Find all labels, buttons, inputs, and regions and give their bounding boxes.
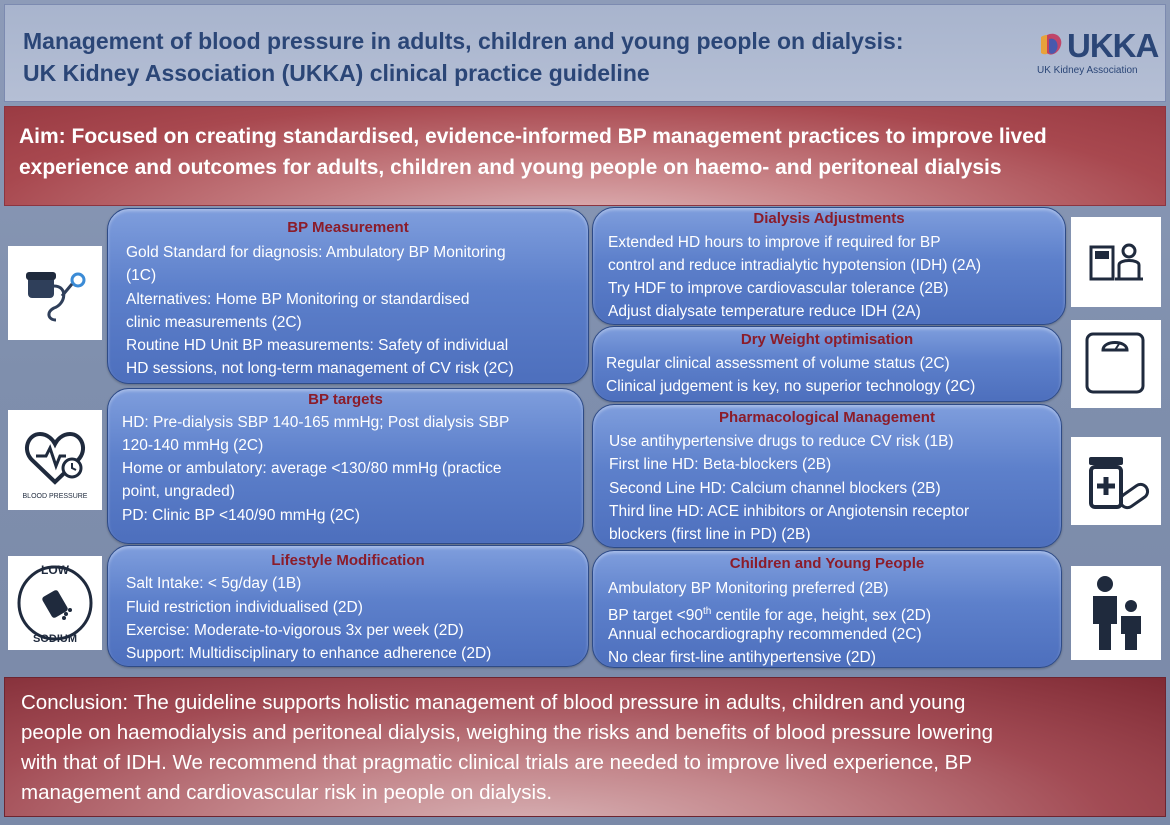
conclusion-line: people on haemodialysis and peritoneal dialysis, weighing the risks and benefits of blood pressure lowering	[21, 721, 994, 744]
aim-banner	[4, 106, 1166, 206]
ukka-logo	[1033, 27, 1161, 81]
bp-targets-panel	[107, 388, 584, 544]
salt-icon-top-label: LOW	[41, 563, 69, 577]
dialysis-line: Extended HD hours to improve if required for BP	[608, 234, 941, 251]
aim-text	[19, 121, 1149, 183]
bp-measurement-line: Alternatives: Home BP Monitoring or standardised	[126, 291, 470, 308]
dry-weight-line: Regular clinical assessment of volume status (2C)	[606, 355, 950, 372]
poster-title	[23, 25, 1013, 89]
pharma-line: Third line HD: ACE inhibitors or Angiotensin receptor	[609, 503, 970, 520]
children-target-sup: th	[702, 606, 712, 617]
pharma-line: Second Line HD: Calcium channel blockers (2B)	[609, 480, 941, 497]
heart-icon-caption: BLOOD PRESSURE	[22, 493, 88, 500]
aim-line-2: experience and outcomes for adults, children and young people on haemo- and peritoneal dialysis	[19, 156, 1002, 179]
bp-measurement-panel	[107, 208, 589, 384]
salt-icon-box	[8, 556, 102, 650]
bp-targets-line: point, ungraded)	[122, 483, 235, 500]
conclusion-line: Conclusion: The guideline supports holistic management of blood pressure in adults, children and young	[21, 691, 966, 714]
bp-targets-line: Home or ambulatory: average <130/80 mmHg (practice	[122, 460, 502, 477]
conclusion-line: with that of IDH. We recommend that pragmatic clinical trials are needed to improve lived experience, BP	[21, 751, 973, 774]
pharma-line: Use antihypertensive drugs to reduce CV risk (1B)	[609, 433, 954, 450]
parent-child-icon	[1071, 566, 1161, 660]
bp-targets-line: PD: Clinic BP <140/90 mmHg (2C)	[122, 507, 360, 524]
pharma-line: blockers (first line in PD) (2B)	[609, 526, 811, 543]
children-target-start: BP target <90	[608, 607, 703, 625]
dialysis-line: Adjust dialysate temperature reduce IDH (2A)	[608, 303, 921, 320]
children-target-end: centile for age, height, sex (2D)	[711, 607, 931, 625]
bp-measurement-line: (1C)	[126, 267, 157, 284]
dry-weight-panel	[592, 326, 1062, 402]
pills-icon-box	[1071, 437, 1161, 525]
children-line: Ambulatory BP Monitoring preferred (2B)	[608, 580, 889, 597]
bp-targets-title: BP targets	[308, 391, 383, 408]
lifestyle-line: Exercise: Moderate-to-vigorous 3x per week (2D)	[126, 622, 464, 639]
family-icon-box	[1071, 566, 1161, 660]
dialysis-adjustments-title: Dialysis Adjustments	[753, 210, 905, 227]
dialysis-line: Try HDF to improve cardiovascular tolerance (2B)	[608, 280, 949, 297]
lifestyle-panel	[107, 545, 589, 667]
heart-rate-icon	[8, 410, 102, 510]
aim-line-1: Aim: Focused on creating standardised, evidence-informed BP management practices to improve lived	[19, 125, 1047, 148]
weighing-scale-icon	[1071, 320, 1161, 408]
children-line: Annual echocardiography recommended (2C)	[608, 626, 922, 643]
logo-subtitle: UK Kidney Association	[1037, 65, 1138, 76]
dry-weight-title: Dry Weight optimisation	[740, 331, 914, 348]
bp-targets-line: HD: Pre-dialysis SBP 140-165 mmHg; Post dialysis SBP	[122, 414, 510, 431]
bp-measurement-line: Gold Standard for diagnosis: Ambulatory BP Monitoring	[126, 244, 506, 261]
children-panel	[592, 550, 1062, 668]
dialysis-machine-icon	[1071, 217, 1161, 307]
dialysis-adjustments-panel	[592, 207, 1066, 325]
low-sodium-icon	[8, 556, 102, 650]
bp-targets-line: 120-140 mmHg (2C)	[122, 437, 264, 454]
conclusion-banner	[4, 677, 1166, 817]
lifestyle-line: Support: Multidisciplinary to enhance adherence (2D)	[126, 645, 492, 662]
lifestyle-line: Salt Intake: < 5g/day (1B)	[126, 575, 302, 592]
pharmacological-title: Pharmacological Management	[719, 409, 935, 426]
dry-weight-line: Clinical judgement is key, no superior technology (2C)	[606, 378, 976, 395]
medication-icon	[1071, 437, 1161, 525]
dialysis-line: control and reduce intradialytic hypotension (IDH) (2A)	[608, 257, 982, 274]
lifestyle-title: Lifestyle Modification	[271, 552, 425, 569]
conclusion-line: management and cardiovascular risk in people on dialysis.	[21, 781, 553, 804]
pharmacological-panel	[592, 404, 1062, 548]
bp-measurement-line: clinic measurements (2C)	[126, 314, 302, 331]
title-line-1: Management of blood pressure in adults, children and young people on dialysis:	[23, 28, 904, 54]
bp-cuff-icon-box	[8, 246, 102, 340]
bp-measurement-title: BP Measurement	[287, 219, 409, 236]
ukka-logo-mark-icon	[1037, 31, 1067, 61]
salt-icon-bottom-label: SODIUM	[33, 633, 77, 645]
title-line-2: UK Kidney Association (UKKA) clinical practice guideline	[23, 60, 650, 86]
blood-pressure-cuff-icon	[8, 246, 102, 340]
logo-text: UKKA	[1067, 27, 1159, 64]
children-line: No clear first-line antihypertensive (2D)	[608, 649, 876, 666]
heart-icon-box	[8, 410, 102, 510]
dialysis-icon-box	[1071, 217, 1161, 307]
scale-icon-box	[1071, 320, 1161, 408]
children-title: Children and Young People	[729, 555, 925, 572]
bp-measurement-line: Routine HD Unit BP measurements: Safety of individual	[126, 337, 509, 354]
pharma-line: First line HD: Beta-blockers (2B)	[609, 456, 832, 473]
lifestyle-line: Fluid restriction individualised (2D)	[126, 599, 363, 616]
bp-measurement-line: HD sessions, not long-term management of CV risk (2C)	[126, 360, 514, 377]
header-banner	[4, 4, 1166, 102]
